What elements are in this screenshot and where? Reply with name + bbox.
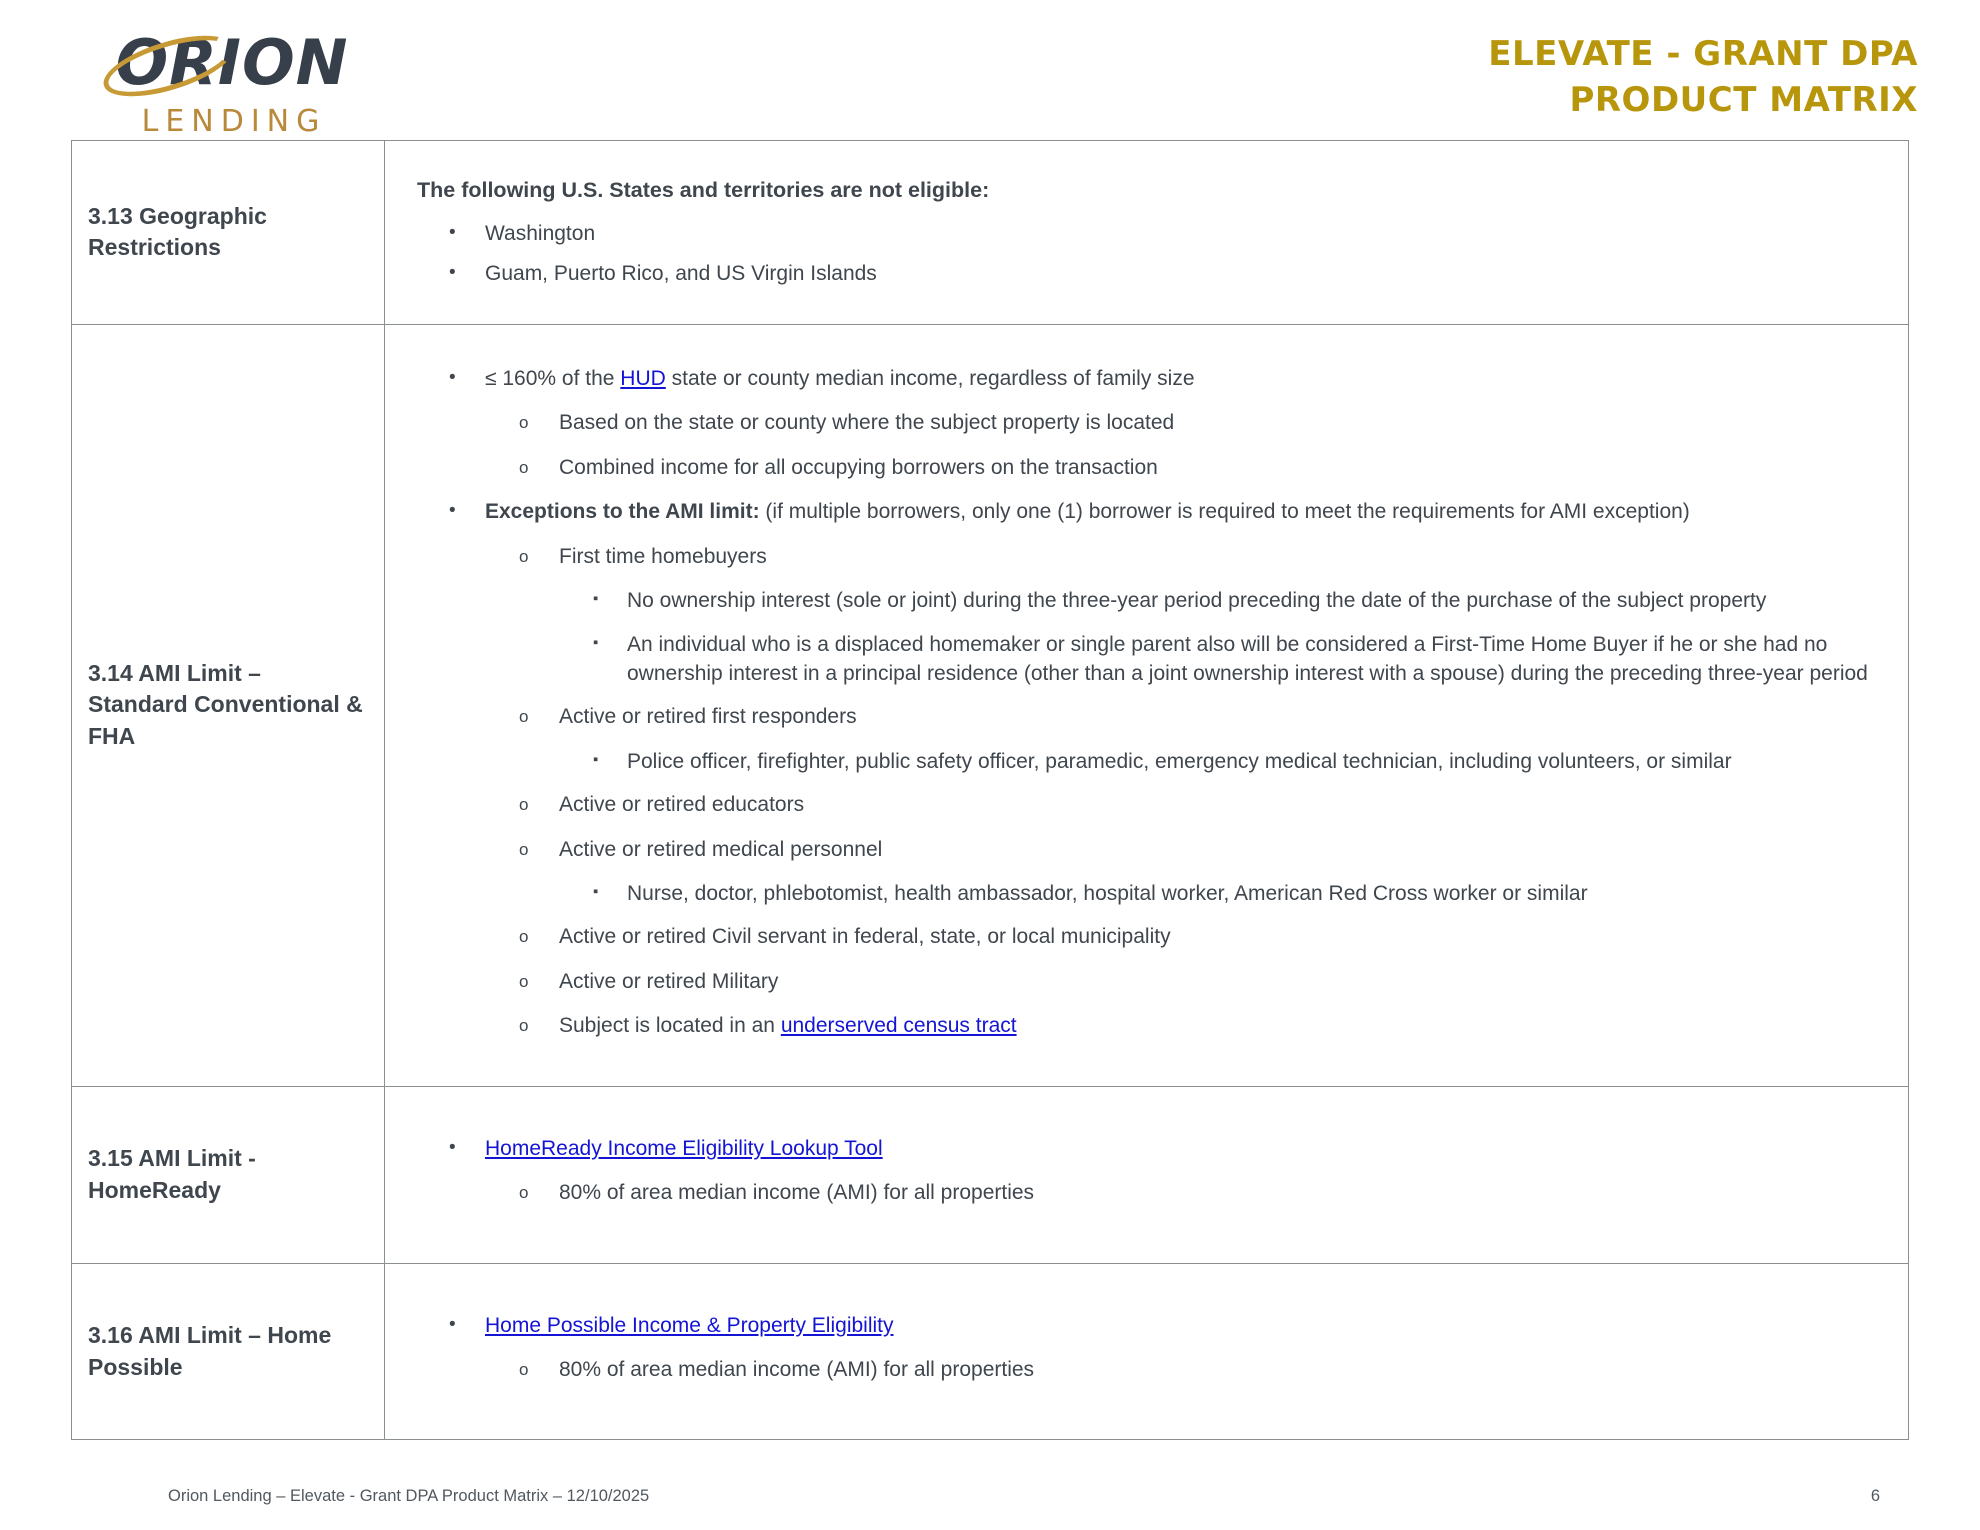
page-title (1488, 18, 1918, 124)
bullet-dot-icon: • (449, 261, 456, 283)
bullet-circle-icon: o (519, 839, 529, 859)
bullet-circle-icon: o (519, 1183, 529, 1203)
homeready-income-eligibility-link[interactable]: HomeReady Income Eligibility Lookup Tool (485, 1136, 883, 1160)
bullet-circle-icon: o (519, 971, 529, 991)
list-item (559, 879, 1888, 908)
row-content-ami-limit-home-possible (385, 1263, 1909, 1440)
list-item (485, 1355, 1888, 1385)
bullet-dot-icon: • (449, 366, 456, 388)
bullet-square-icon: ▪ (593, 750, 599, 768)
medical-personnel-details (559, 879, 1888, 908)
census-tract-prefix: Subject is located in an (559, 1014, 781, 1038)
bullet-circle-icon: o (519, 927, 529, 947)
geographic-heading: The following U.S. States and territories are not eligible: (417, 178, 990, 202)
logo-wordmark-text (111, 26, 349, 99)
footer-text: Orion Lending – Elevate - Grant DPA Product Matrix – 12/10/2025 (168, 1487, 650, 1505)
table-row-ami-limit-homeready (72, 1086, 1909, 1263)
list-item (559, 630, 1888, 689)
row-label-ami-limit-standard: 3.14 AMI Limit – Standard Conventional & FHA (72, 324, 385, 1086)
page-title-line2: PRODUCT MATRIX (1569, 79, 1918, 120)
list-item-label: Combined income for all occupying borrowers on the transaction (559, 455, 1158, 479)
list-item (403, 1134, 1888, 1209)
logo-lending-label: LENDING (141, 104, 327, 139)
list-item-label: Active or retired educators (559, 793, 805, 817)
list-item (485, 1011, 1888, 1041)
bullet-dot-icon: • (449, 222, 456, 244)
list-item-label: Active or retired Civil servant in federal, state, or local municipality (559, 925, 1171, 949)
list-item-label: Based on the state or county where the subject property is located (559, 411, 1175, 435)
underserved-census-tract-link[interactable]: underserved census tract (780, 1014, 1017, 1038)
list-item (485, 542, 1888, 689)
list-item-label: First time homebuyers (559, 544, 767, 568)
list-item-label: Police officer, firefighter, public safety officer, paramedic, emergency medical technician, including volunteers, or similar (627, 749, 1732, 773)
home-possible-sublist (485, 1355, 1888, 1385)
first-time-homebuyer-details (559, 586, 1888, 688)
orion-lending-logo (80, 18, 380, 139)
logo-orion-label: ORION (115, 26, 349, 99)
list-item-label: Guam, Puerto Rico, and US Virgin Islands (485, 261, 877, 285)
product-matrix-table (71, 140, 1909, 1440)
geographic-bullet-list (403, 219, 1888, 289)
list-item (485, 967, 1888, 997)
list-item (485, 922, 1888, 952)
row-content-geographic-restrictions (385, 141, 1909, 325)
table-row-geographic-restrictions (72, 141, 1909, 325)
list-item-label: Washington (485, 222, 596, 246)
homeready-bullet-list (403, 1134, 1888, 1209)
list-item (485, 790, 1888, 820)
table-row-ami-limit-standard (72, 324, 1909, 1086)
page-header (0, 0, 1980, 140)
list-item (403, 1311, 1888, 1386)
bullet-square-icon: ▪ (593, 883, 599, 901)
bullet-square-icon: ▪ (593, 633, 599, 651)
list-item (559, 586, 1888, 615)
list-item (403, 219, 1888, 249)
list-item-label: Nurse, doctor, phlebotomist, health ambassador, hospital worker, American Red Cross worker or similar (627, 882, 1588, 906)
list-item (403, 259, 1888, 289)
list-item (559, 747, 1888, 776)
list-item-label: Active or retired first responders (559, 705, 857, 729)
footer-page-number: 6 (1870, 1487, 1880, 1505)
bullet-dot-icon: • (449, 1313, 456, 1335)
row-label-ami-limit-home-possible: 3.16 AMI Limit – Home Possible (72, 1263, 385, 1440)
exceptions-sublist (485, 542, 1888, 1042)
list-item-label: No ownership interest (sole or joint) during the three-year period preceding the date of the purchase of the subject property (627, 589, 1767, 613)
bullet-dot-icon: • (449, 500, 456, 522)
bullet-circle-icon: o (519, 1016, 529, 1036)
list-item (403, 364, 1888, 483)
ami-threshold-sublist (485, 408, 1888, 483)
bullet-square-icon: ▪ (593, 590, 599, 608)
list-item (403, 497, 1888, 1041)
row-content-ami-limit-homeready (385, 1086, 1909, 1263)
list-item (485, 1178, 1888, 1208)
row-content-ami-limit-standard (385, 324, 1909, 1086)
list-item (485, 702, 1888, 776)
list-item (485, 408, 1888, 438)
list-item-label: 80% of area median income (AMI) for all properties (559, 1181, 1035, 1205)
first-responder-details (559, 747, 1888, 776)
row-label-ami-limit-homeready: 3.15 AMI Limit - HomeReady (72, 1086, 385, 1263)
homeready-sublist (485, 1178, 1888, 1208)
list-item-label: An individual who is a displaced homemaker or single parent also will be considered a First-Time Home Buyer if he or she had no ownership interest in a principal residence (other than a joint ownership interest with a spouse) during the preceding three-year period (627, 632, 1868, 685)
list-item (485, 453, 1888, 483)
bullet-circle-icon: o (519, 795, 529, 815)
bullet-dot-icon: • (449, 1136, 456, 1158)
list-item-label: 80% of area median income (AMI) for all properties (559, 1358, 1035, 1382)
bullet-circle-icon: o (519, 457, 529, 477)
table-row-ami-limit-home-possible (72, 1263, 1909, 1440)
ami-standard-bullet-list (403, 364, 1888, 1042)
bullet-circle-icon: o (519, 1360, 529, 1380)
list-item-label: Active or retired medical personnel (559, 837, 883, 861)
bullet-circle-icon: o (519, 546, 529, 566)
list-item (485, 835, 1888, 909)
list-item-label: Active or retired Military (559, 969, 779, 993)
exceptions-heading: Exceptions to the AMI limit: (485, 500, 760, 524)
hud-link[interactable]: HUD (620, 366, 666, 390)
home-possible-eligibility-link[interactable]: Home Possible Income & Property Eligibility (485, 1313, 894, 1337)
page-footer (0, 1487, 1980, 1506)
ami-threshold-prefix: ≤ 160% of the (485, 366, 621, 390)
row-label-geographic-restrictions: 3.13 Geographic Restrictions (72, 141, 385, 325)
exceptions-note: (if multiple borrowers, only one (1) borrower is required to meet the requirements for AMI exception) (759, 500, 1690, 524)
ami-threshold-suffix: state or county median income, regardless of family size (665, 366, 1195, 390)
home-possible-bullet-list (403, 1311, 1888, 1386)
page-title-line1: ELEVATE - GRANT DPA (1488, 34, 1918, 74)
bullet-circle-icon: o (519, 707, 529, 727)
bullet-circle-icon: o (519, 413, 529, 433)
